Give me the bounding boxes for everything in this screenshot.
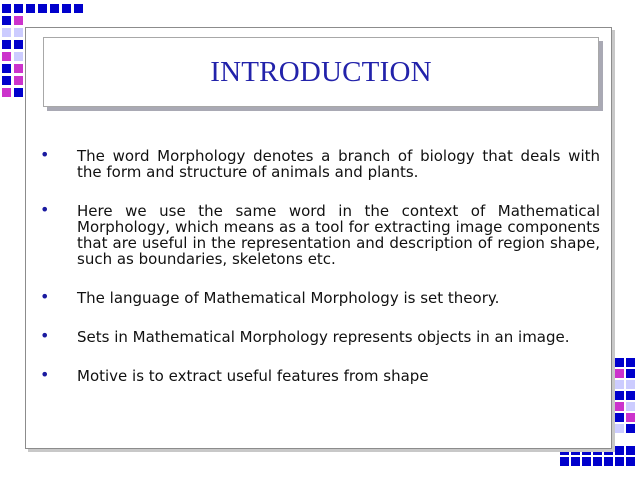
decor-square bbox=[615, 446, 624, 455]
decor-square bbox=[14, 64, 23, 73]
decor-square bbox=[626, 391, 635, 400]
decor-square bbox=[2, 40, 11, 49]
decor-square bbox=[14, 88, 23, 97]
decor-square bbox=[2, 16, 11, 25]
decor-square bbox=[38, 4, 47, 13]
decor-square bbox=[626, 446, 635, 455]
decor-square bbox=[62, 4, 71, 13]
decor-square bbox=[2, 64, 11, 73]
slide-title: INTRODUCTION bbox=[210, 55, 432, 88]
decor-square bbox=[615, 402, 624, 411]
bullet-item bbox=[40, 287, 600, 307]
decor-square bbox=[582, 457, 591, 466]
bullet-item bbox=[40, 200, 600, 268]
bullet-text: Sets in Mathematical Morphology represents objects in an image. bbox=[77, 328, 570, 346]
bullet-list bbox=[40, 145, 600, 407]
decor-square bbox=[74, 4, 83, 13]
decor-square bbox=[615, 457, 624, 466]
bullet-text: The language of Mathematical Morphology is set theory. bbox=[77, 289, 500, 307]
bullet-icon: • bbox=[40, 145, 50, 164]
decor-square bbox=[626, 369, 635, 378]
decor-square bbox=[14, 28, 23, 37]
decor-square bbox=[560, 457, 569, 466]
title-box bbox=[43, 37, 599, 107]
decor-square bbox=[14, 76, 23, 85]
decor-square bbox=[626, 424, 635, 433]
bullet-icon: • bbox=[40, 365, 50, 384]
decor-square bbox=[14, 40, 23, 49]
decor-square bbox=[626, 457, 635, 466]
bullet-icon: • bbox=[40, 200, 50, 219]
bullet-text: Motive is to extract useful features from shape bbox=[77, 367, 429, 385]
decor-square bbox=[615, 424, 624, 433]
decor-square bbox=[26, 4, 35, 13]
decor-square bbox=[14, 16, 23, 25]
bullet-item bbox=[40, 145, 600, 181]
bullet-text: The word Morphology denotes a branch of biology that deals with the form and structure of animals and plants. bbox=[77, 147, 600, 181]
decor-square bbox=[2, 76, 11, 85]
decor-square bbox=[615, 369, 624, 378]
decor-square bbox=[2, 28, 11, 37]
decor-square bbox=[615, 391, 624, 400]
decor-square bbox=[615, 413, 624, 422]
decor-square bbox=[604, 457, 613, 466]
decor-square bbox=[615, 380, 624, 389]
decor-square bbox=[14, 52, 23, 61]
decor-square bbox=[593, 457, 602, 466]
decor-square bbox=[615, 358, 624, 367]
decor-square bbox=[571, 457, 580, 466]
decor-square bbox=[626, 413, 635, 422]
decor-square bbox=[2, 4, 11, 13]
bullet-icon: • bbox=[40, 326, 50, 345]
bullet-text: Here we use the same word in the context of Mathematical Morphology, which means as a tool for extracting image components that are useful in the representation and description of region shape, such as boundaries, skeletons etc. bbox=[77, 202, 600, 268]
decor-square bbox=[626, 402, 635, 411]
decor-square bbox=[14, 4, 23, 13]
decor-square bbox=[50, 4, 59, 13]
decor-square bbox=[626, 380, 635, 389]
decor-square bbox=[2, 52, 11, 61]
decor-square bbox=[2, 88, 11, 97]
bullet-item bbox=[40, 365, 600, 385]
bullet-icon: • bbox=[40, 287, 50, 306]
decor-square bbox=[626, 358, 635, 367]
bullet-item bbox=[40, 326, 600, 346]
